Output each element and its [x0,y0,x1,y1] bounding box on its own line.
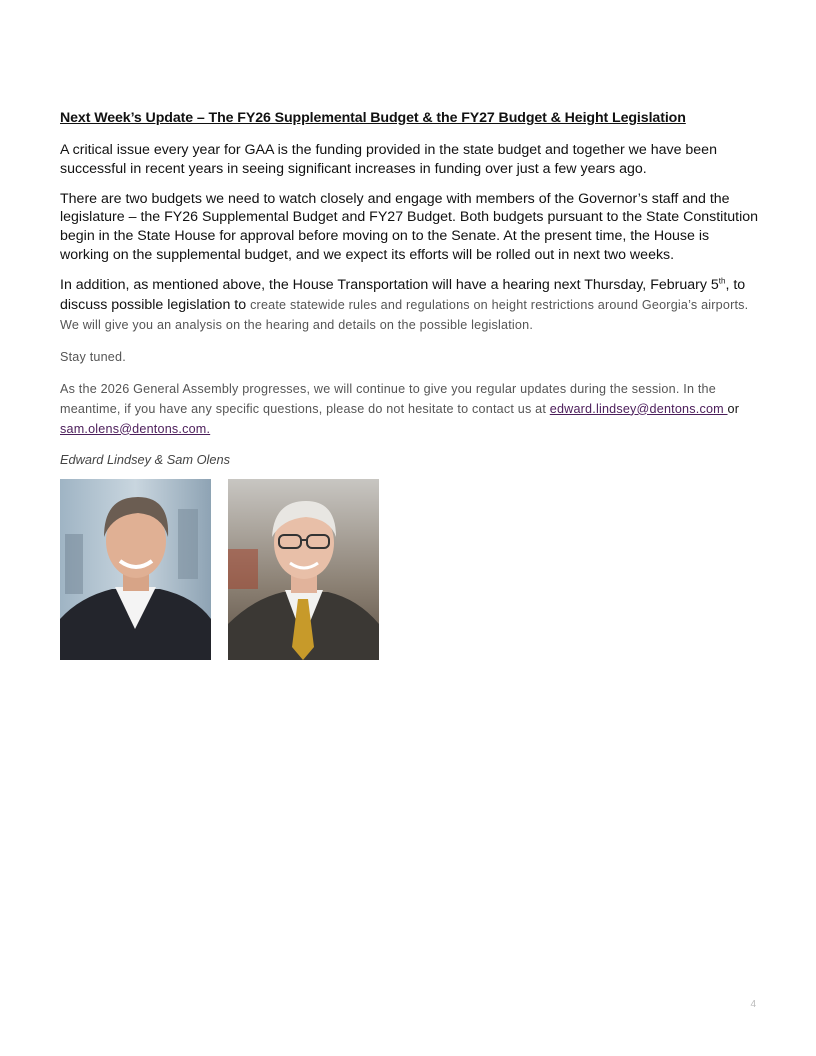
paragraph-budget-funding: A critical issue every year for GAA is the funding provided in the state budget and together we have been successful in recent years in seeing significant increases in funding over just a few years ago. [60,142,717,177]
contact-or: or [727,401,740,416]
hearing-text-c: create statewide rules and regulations on height restrictions around Georgia’s airports. We will give you an analysis on the hearing and details on the possible legislation. [60,297,749,332]
stay-tuned: Stay tuned. [60,349,126,364]
section-heading: Next Week’s Update – The FY26 Supplemental Budget & the FY27 Budget & Height Legislation [60,110,686,126]
page-number: 4 [750,999,756,1010]
ordinal-suffix: th [718,276,726,286]
portrait-sam-olens [228,479,379,660]
portrait-edward-lindsey [60,479,211,660]
signature: Edward Lindsey & Sam Olens [60,451,230,467]
paragraph-contact [60,379,760,439]
paragraph-hearing [60,276,760,335]
email-link-olens[interactable]: sam.olens@dentons.com. [60,421,211,436]
hearing-text-a: In addition, as mentioned above, the House Transportation will have a hearing next Thursday, February 5 [60,276,719,293]
email-link-lindsey[interactable]: edward.lindsey@dentons.com [549,401,728,416]
photo-row [60,479,760,660]
contact-text: As the 2026 General Assembly progresses, we will continue to give you regular updates during the session. In the meantime, if you have any specific questions, please do not hesitate to contact us at [60,381,716,416]
document-body [60,110,760,660]
hearing-text-b: , to discuss possible legislation to [60,276,746,313]
paragraph-two-budgets: There are two budgets we need to watch closely and engage with members of the Governor’s staff and the legislature – the FY26 Supplemental Budget and FY27 Budget. Both budgets pursuant to the State Constitution begin in the State House for approval before moving on to the Senate. At the present time, the House is working on the supplemental budget, and we expect its efforts will be rolled out in next two weeks. [60,190,759,263]
